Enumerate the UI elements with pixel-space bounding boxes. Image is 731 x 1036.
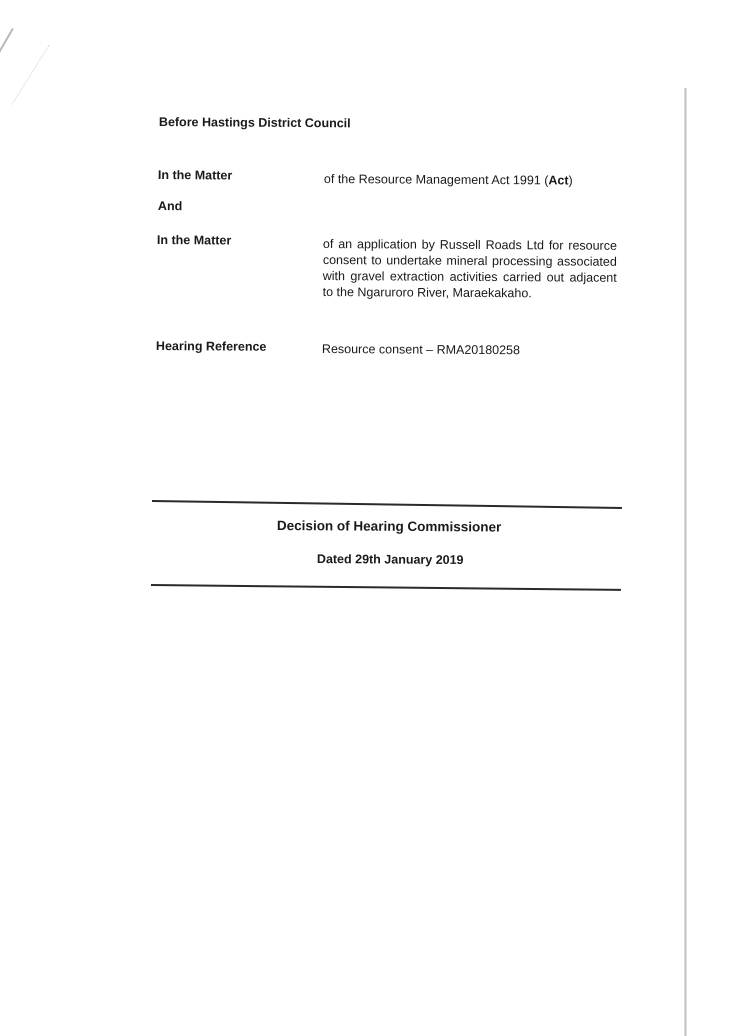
page-edge-shadow (684, 88, 687, 1036)
matter-1-value: of the Resource Management Act 1991 (Act) (323, 171, 573, 188)
hearing-reference-value: Resource consent – RMA20180258 (321, 341, 521, 358)
top-divider (152, 500, 622, 508)
decision-title: Decision of Hearing Commissioner (276, 518, 502, 535)
council-heading: Before Hastings District Council (158, 114, 351, 131)
hearing-reference-label: Hearing Reference (155, 338, 267, 354)
bottom-divider (151, 584, 621, 590)
matter-2-label: In the Matter (156, 232, 232, 248)
matter-1-label: In the Matter (157, 167, 233, 183)
decision-date: Dated 29th January 2019 (316, 552, 464, 568)
matter-2-value: of an application by Russell Roads Ltd for resource consent to undertake mineral processing associated with gravel extraction activities carried out adjacent to the Ngaruroro River, Maraekakaho. (322, 236, 617, 301)
scan-dots (12, 45, 51, 105)
and-label: And (157, 198, 183, 214)
